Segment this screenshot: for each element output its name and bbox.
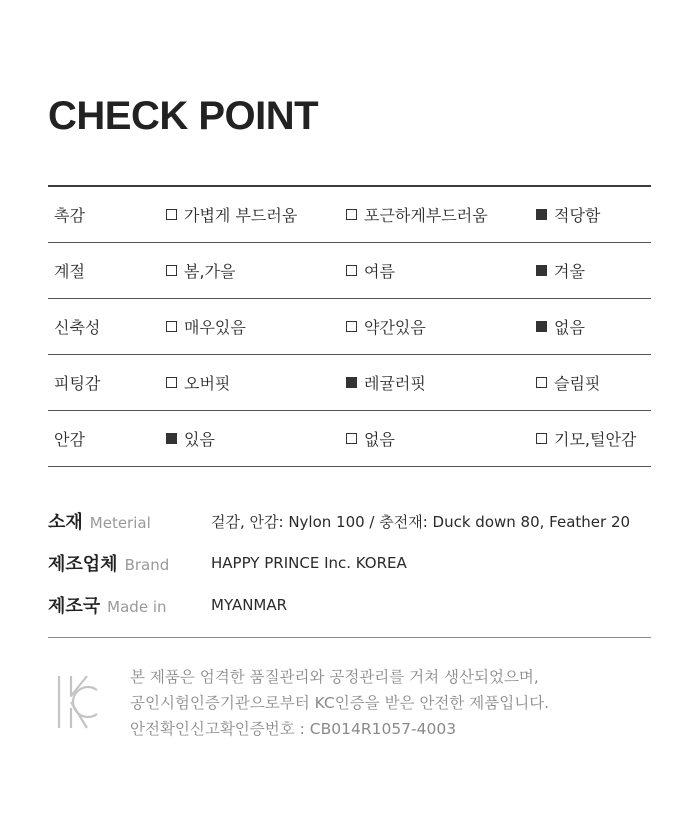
info-key-english: Brand — [124, 556, 170, 574]
checkbox-icon — [166, 209, 177, 220]
option-item — [536, 259, 651, 282]
kc-mark-icon — [57, 672, 101, 732]
option-item — [346, 371, 536, 394]
option-label: 봄,가을 — [184, 262, 236, 281]
info-key-english: Meterial — [89, 514, 151, 532]
option-label: 없음 — [364, 430, 395, 449]
info-key-english: Made in — [107, 598, 167, 616]
checked-box-icon — [166, 433, 177, 444]
option-item — [346, 427, 536, 450]
option-label: 매우있음 — [184, 318, 246, 337]
option-item — [536, 427, 651, 450]
option-item — [166, 315, 346, 338]
option-label: 있음 — [184, 430, 215, 449]
notice-line: 본 제품은 엄격한 품질관리와 공정관리를 거쳐 생산되었으며, — [130, 668, 539, 686]
notice-line: 공인시험인증기관으로부터 KC인증을 받은 안전한 제품입니다. — [130, 694, 550, 712]
option-label: 겨울 — [554, 262, 585, 281]
kc-notice — [130, 664, 549, 742]
row-label: 촉감 — [54, 206, 85, 225]
option-label: 오버핏 — [184, 374, 231, 393]
row-label: 신축성 — [54, 318, 101, 337]
option-label: 약간있음 — [364, 318, 426, 337]
option-item — [346, 315, 536, 338]
row-label: 계절 — [54, 262, 85, 281]
info-row-origin — [48, 584, 668, 626]
option-label: 슬림핏 — [554, 374, 601, 393]
option-label: 레귤러핏 — [364, 374, 426, 393]
info-key-korean: 제조업체 — [48, 554, 118, 575]
info-value: 겉감, 안감: Nylon 100 / 충전재: Duck down 80, Feather 20 — [211, 512, 631, 531]
checkbox-icon — [346, 209, 357, 220]
checked-box-icon — [536, 209, 547, 220]
checkbox-icon — [346, 265, 357, 276]
option-item — [166, 371, 346, 394]
option-label: 없음 — [554, 318, 585, 337]
info-row-brand — [48, 542, 668, 584]
info-key-korean: 소재 — [48, 512, 83, 533]
table-row — [48, 355, 651, 411]
checkbox-icon — [166, 377, 177, 388]
checked-box-icon — [346, 377, 357, 388]
page-title: CHECK POINT — [48, 94, 319, 138]
row-label: 피팅감 — [54, 374, 101, 393]
info-key — [48, 550, 211, 576]
option-label: 여름 — [364, 262, 395, 281]
checked-box-icon — [536, 265, 547, 276]
table-row — [48, 411, 651, 467]
option-label: 가볍게 부드러움 — [184, 206, 298, 225]
info-row-material — [48, 500, 668, 542]
option-item — [346, 203, 536, 226]
option-label: 기모,털안감 — [554, 430, 637, 449]
info-value: HAPPY PRINCE Inc. KOREA — [211, 554, 407, 572]
checked-box-icon — [536, 321, 547, 332]
option-item — [166, 203, 346, 226]
row-label: 안감 — [54, 430, 85, 449]
table-row — [48, 187, 651, 243]
section-divider — [48, 637, 651, 638]
option-item — [536, 315, 651, 338]
checkbox-icon — [346, 433, 357, 444]
table-row — [48, 299, 651, 355]
info-key-korean: 제조국 — [48, 596, 101, 617]
option-item — [166, 259, 346, 282]
checkbox-icon — [166, 321, 177, 332]
notice-line: 안전확인신고확인증번호 : CB014R1057-4003 — [130, 720, 457, 738]
option-item — [536, 203, 651, 226]
check-point-table — [48, 185, 651, 467]
info-key — [48, 592, 211, 618]
option-label: 적당함 — [554, 206, 601, 225]
option-item — [536, 371, 651, 394]
checkbox-icon — [536, 377, 547, 388]
product-info — [48, 500, 668, 626]
checkbox-icon — [536, 433, 547, 444]
table-row — [48, 243, 651, 299]
option-item — [346, 259, 536, 282]
option-label: 포근하게부드러움 — [364, 206, 488, 225]
checkbox-icon — [166, 265, 177, 276]
checkbox-icon — [346, 321, 357, 332]
option-item — [166, 427, 346, 450]
info-value: MYANMAR — [211, 596, 288, 614]
info-key — [48, 508, 211, 534]
